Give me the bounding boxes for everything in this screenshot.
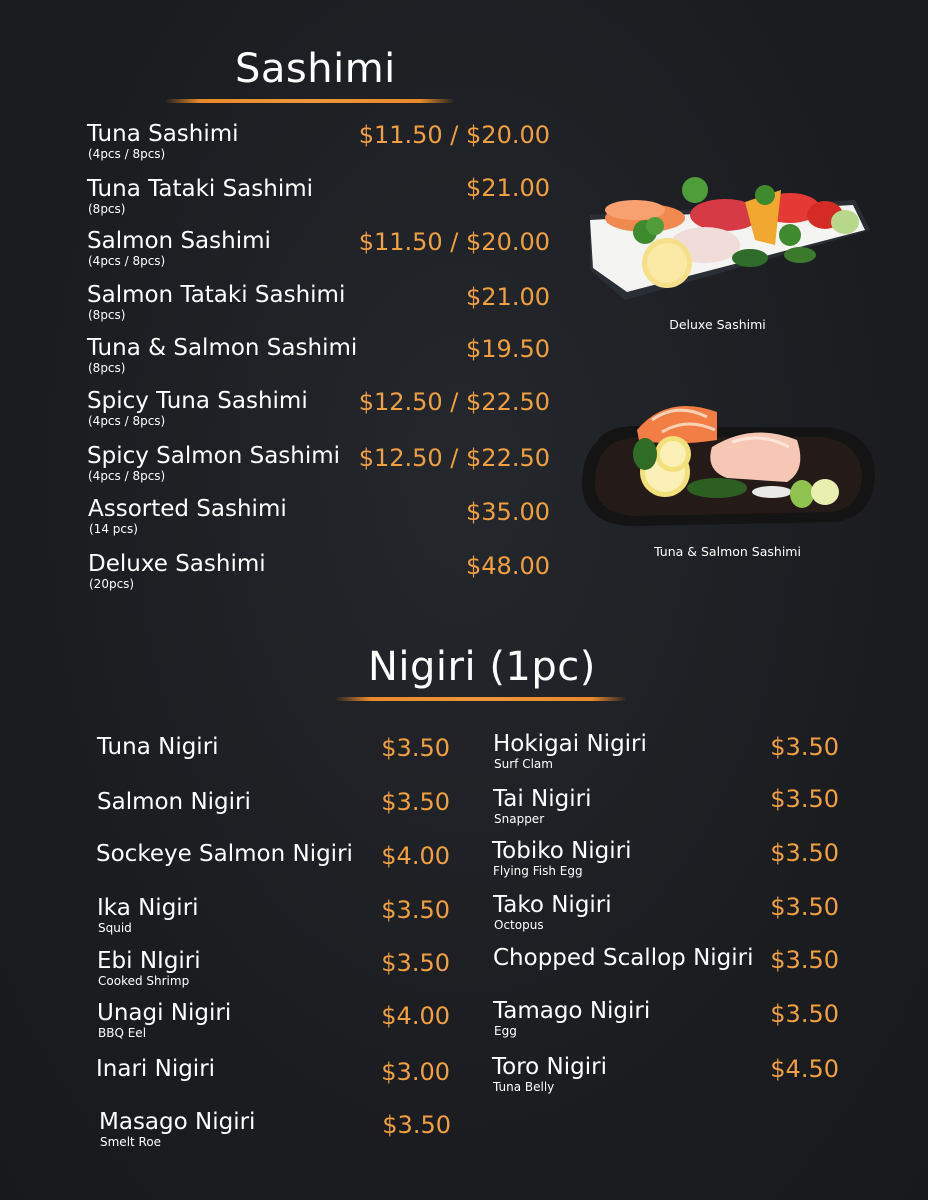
- item-price: $3.50: [381, 949, 450, 977]
- item-price: $11.50 / $20.00: [358, 121, 550, 149]
- item-price: $12.50 / $22.50: [358, 388, 550, 416]
- item-price: $3.50: [770, 1000, 839, 1028]
- nigiri-item: [97, 1000, 231, 1040]
- sashimi-item: [87, 176, 313, 216]
- item-name: Ika Nigiri: [97, 895, 199, 921]
- item-name: Spicy Tuna Sashimi: [87, 388, 308, 414]
- item-name: Tamago Nigiri: [493, 998, 651, 1024]
- nigiri-item: [493, 786, 591, 826]
- item-price: $3.50: [770, 785, 839, 813]
- nigiri-item: [97, 895, 199, 935]
- sashimi-item: [87, 335, 357, 375]
- item-detail: Smelt Roe: [100, 1135, 162, 1149]
- item-detail: (20pcs): [89, 577, 135, 591]
- photo-caption: Deluxe Sashimi: [669, 317, 766, 332]
- sashimi-item: [87, 228, 271, 268]
- nigiri-item: [493, 945, 754, 971]
- item-name: Masago Nigiri: [99, 1109, 256, 1135]
- item-price: $4.50: [770, 1055, 839, 1083]
- item-price: $11.50 / $20.00: [358, 228, 550, 256]
- sashimi-item: [88, 551, 266, 591]
- nigiri-item: [97, 789, 251, 815]
- sashimi-title: Sashimi: [235, 46, 396, 92]
- item-price: $21.00: [466, 174, 550, 202]
- item-detail: Flying Fish Egg: [493, 864, 583, 878]
- item-price: $4.00: [381, 842, 450, 870]
- item-detail: Squid: [98, 921, 132, 935]
- sashimi-item: [87, 388, 308, 428]
- sashimi-item: [87, 443, 340, 483]
- item-name: Tai Nigiri: [493, 786, 592, 812]
- nigiri-item: [493, 892, 612, 932]
- item-detail: BBQ Eel: [98, 1026, 147, 1040]
- item-name: Tobiko Nigiri: [492, 838, 632, 864]
- item-name: Hokigai Nigiri: [493, 731, 647, 757]
- item-name: Tako Nigiri: [493, 892, 612, 918]
- photo-caption: Tuna & Salmon Sashimi: [654, 544, 801, 559]
- item-detail: Cooked Shrimp: [98, 974, 190, 988]
- item-price: $3.50: [381, 896, 450, 924]
- item-name: Unagi Nigiri: [97, 1000, 232, 1026]
- item-name: Ebi NIgiri: [97, 948, 201, 974]
- item-detail: Tuna Belly: [493, 1080, 555, 1094]
- item-name: Tuna Sashimi: [87, 121, 239, 147]
- item-name: Tuna & Salmon Sashimi: [87, 335, 358, 361]
- item-price: $35.00: [466, 498, 550, 526]
- item-name: Inari Nigiri: [96, 1056, 216, 1082]
- nigiri-item: [99, 1109, 255, 1149]
- item-detail: (8pcs): [88, 361, 126, 375]
- item-name: Salmon Nigiri: [97, 789, 251, 815]
- nigiri-item: [493, 998, 650, 1038]
- item-name: Spicy Salmon Sashimi: [87, 443, 341, 469]
- item-name: Chopped Scallop Nigiri: [493, 945, 754, 971]
- nigiri-title: Nigiri (1pc): [368, 644, 596, 690]
- item-name: Toro Nigiri: [492, 1054, 607, 1080]
- item-name: Tuna Nigiri: [97, 734, 219, 760]
- item-price: $3.50: [770, 893, 839, 921]
- item-price: $3.50: [770, 733, 839, 761]
- nigiri-title-underline: [335, 697, 627, 701]
- item-detail: (8pcs): [88, 202, 126, 216]
- item-detail: (4pcs / 8pcs): [88, 254, 166, 268]
- item-price: $4.00: [381, 1002, 450, 1030]
- item-price: $19.50: [466, 335, 550, 363]
- nigiri-item: [97, 948, 201, 988]
- nigiri-item: [96, 841, 353, 867]
- item-detail: Egg: [494, 1024, 517, 1038]
- item-detail: (8pcs): [88, 308, 126, 322]
- item-price: $48.00: [466, 552, 550, 580]
- nigiri-item: [97, 734, 219, 760]
- item-name: Sockeye Salmon Nigiri: [96, 841, 353, 867]
- sashimi-item: [87, 282, 345, 322]
- sashimi-item: [88, 496, 287, 536]
- item-detail: (4pcs / 8pcs): [88, 147, 166, 161]
- nigiri-item: [493, 731, 647, 771]
- item-detail: Snapper: [494, 812, 545, 826]
- item-price: $3.00: [381, 1058, 450, 1086]
- item-price: $3.50: [381, 788, 450, 816]
- item-price: $3.50: [770, 839, 839, 867]
- item-price: $3.50: [382, 1111, 451, 1139]
- item-detail: (4pcs / 8pcs): [88, 469, 166, 483]
- item-name: Salmon Tataki Sashimi: [87, 282, 346, 308]
- item-name: Deluxe Sashimi: [88, 551, 266, 577]
- tuna-salmon-sashimi-photo: [577, 392, 879, 530]
- item-name: Assorted Sashimi: [88, 496, 287, 522]
- item-detail: Octopus: [494, 918, 544, 932]
- item-price: $21.00: [466, 283, 550, 311]
- item-detail: (14 pcs): [89, 522, 138, 536]
- deluxe-sashimi-photo: [585, 160, 875, 305]
- item-price: $12.50 / $22.50: [358, 444, 550, 472]
- nigiri-item: [96, 1056, 215, 1082]
- item-detail: (4pcs / 8pcs): [88, 414, 166, 428]
- item-detail: Surf Clam: [494, 757, 553, 771]
- item-price: $3.50: [770, 946, 839, 974]
- item-name: Salmon Sashimi: [87, 228, 271, 254]
- item-price: $3.50: [381, 734, 450, 762]
- item-name: Tuna Tataki Sashimi: [87, 176, 314, 202]
- sashimi-item: [87, 121, 239, 161]
- sashimi-title-underline: [165, 99, 455, 103]
- nigiri-item: [492, 838, 632, 878]
- nigiri-item: [492, 1054, 607, 1094]
